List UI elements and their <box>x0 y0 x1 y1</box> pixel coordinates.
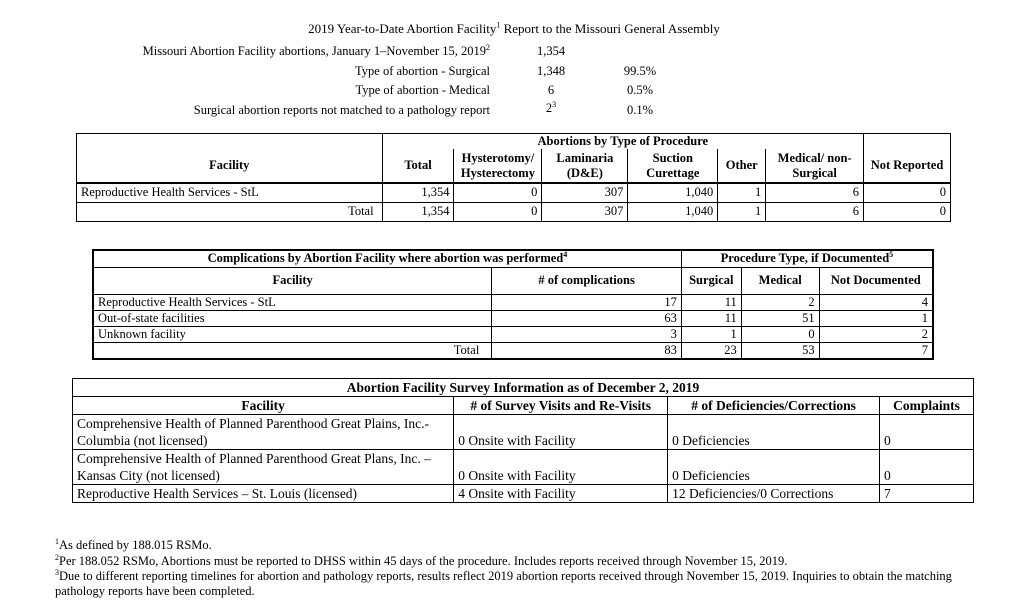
table-row <box>73 450 974 485</box>
cell: 23 <box>681 342 741 359</box>
table-row <box>73 485 974 503</box>
cell: 7 <box>819 342 933 359</box>
row-facility: Comprehensive Health of Planned Parenthood Great Plans, Inc. – Kansas City (not licensed) <box>73 450 454 485</box>
summary-label-unmatched: Surgical abortion reports not matched to a pathology report <box>193 103 490 117</box>
cell-visits: 0 Onsite with Facility <box>454 415 668 450</box>
col-header-facility: Facility <box>93 267 492 294</box>
complications-caption: Complications by Abortion Facility where abortion was performed$^4$ <box>93 250 681 267</box>
survey-caption: Abortion Facility Survey Information as of December 2, 2019 <box>73 379 974 397</box>
footnote-1: $^1$As defined by 188.015 RSMo. <box>55 536 212 552</box>
cell: 11 <box>681 310 741 326</box>
summary-value-unmatched: $2^3$ <box>545 99 557 115</box>
col-header-not-reported: Not Reported <box>864 149 951 183</box>
table-row <box>77 183 951 202</box>
cell: 6 <box>766 183 864 202</box>
cell-deficiencies: 0 Deficiencies <box>668 450 880 485</box>
cell: 1,040 <box>628 183 718 202</box>
cell-complaints: 7 <box>880 485 974 503</box>
table-row-total <box>77 202 951 221</box>
summary-label-total: Missouri Abortion Facility abortions, January 1–November 15, 2019$^2$ <box>142 42 490 58</box>
cell-visits: 0 Onsite with Facility <box>454 450 668 485</box>
col-header-deficiencies: # of Deficiencies/Corrections <box>668 397 880 415</box>
procedure-type-caption: Procedure Type, if Documented$^5$ <box>681 250 933 267</box>
cell: 2 <box>819 326 933 342</box>
col-header-visits: # of Survey Visits and Re-Visits <box>454 397 668 415</box>
col-header-complaints: Complaints <box>880 397 974 415</box>
cell-complaints: 0 <box>880 415 974 450</box>
cell: 2 <box>741 294 819 310</box>
row-facility: Reproductive Health Services - StL <box>77 183 383 202</box>
summary-pct-surgical: 99.5% <box>623 64 657 78</box>
cell: 17 <box>492 294 682 310</box>
cell: 0 <box>864 183 951 202</box>
cell: 11 <box>681 294 741 310</box>
summary-value-medical: 6 <box>547 83 555 97</box>
cell: 307 <box>542 202 628 221</box>
cell: 1 <box>718 202 766 221</box>
cell: 0 <box>864 202 951 221</box>
col-header-medical: Medical <box>741 267 819 294</box>
table-row <box>93 310 933 326</box>
col-header-other: Other <box>718 149 766 183</box>
cell: 0 <box>454 202 542 221</box>
cell-deficiencies: 12 Deficiencies/0 Corrections <box>668 485 880 503</box>
survey-table <box>72 378 974 503</box>
cell: 4 <box>819 294 933 310</box>
cell: 53 <box>741 342 819 359</box>
cell-complaints: 0 <box>880 450 974 485</box>
col-header-not-documented: Not Documented <box>819 267 933 294</box>
table-row <box>93 294 933 310</box>
col-header-laminaria: Laminaria (D&E) <box>542 149 628 183</box>
row-facility: Reproductive Health Services - StL <box>93 294 492 310</box>
summary-label-surgical: Type of abortion - Surgical <box>355 64 490 78</box>
summary-pct-medical: 0.5% <box>626 83 654 97</box>
table-row-total <box>93 342 933 359</box>
summary-value-total: 1,354 <box>536 44 566 58</box>
summary-label-medical: Type of abortion - Medical <box>355 83 490 97</box>
col-header-medical: Medical/ non-Surgical <box>766 149 864 183</box>
cell: 3 <box>492 326 682 342</box>
cell-visits: 4 Onsite with Facility <box>454 485 668 503</box>
cell: 0 <box>454 183 542 202</box>
row-total-label: Total <box>93 342 492 359</box>
row-facility: Reproductive Health Services – St. Louis (licensed) <box>73 485 454 503</box>
cell: 1 <box>819 310 933 326</box>
cell-deficiencies: 0 Deficiencies <box>668 415 880 450</box>
col-header-complications: # of complications <box>492 267 682 294</box>
row-facility: Comprehensive Health of Planned Parenthood Great Plains, Inc.-Columbia (not licensed) <box>73 415 454 450</box>
procedure-table-caption: Abortions by Type of Procedure <box>382 134 863 150</box>
cell: 307 <box>542 183 628 202</box>
cell: 51 <box>741 310 819 326</box>
row-facility: Out-of-state facilities <box>93 310 492 326</box>
cell: 0 <box>741 326 819 342</box>
table-row <box>93 326 933 342</box>
col-header-surgical: Surgical <box>681 267 741 294</box>
row-total-label: Total <box>77 202 383 221</box>
col-header-hysterotomy: Hysterotomy/ Hysterectomy <box>454 149 542 183</box>
cell: 6 <box>766 202 864 221</box>
complications-table <box>92 249 934 360</box>
summary-value-surgical: 1,348 <box>536 64 566 78</box>
cell: 1,354 <box>382 183 454 202</box>
cell: 63 <box>492 310 682 326</box>
cell: 1 <box>718 183 766 202</box>
table-row <box>73 415 974 450</box>
footnote-2: $^2$Per 188.052 RSMo, Abortions must be reported to DHSS within 45 days of the procedure. Includes reports received through November 15, 2019. <box>55 552 788 568</box>
cell: 83 <box>492 342 682 359</box>
procedure-table <box>76 133 951 222</box>
col-header-total: Total <box>382 149 454 183</box>
cell: 1 <box>681 326 741 342</box>
report-title: 2019 Year-to-Date Abortion Facility$^1$ Report to the Missouri General Assembly <box>308 20 720 36</box>
col-header-suction: Suction Curettage <box>628 149 718 183</box>
row-facility: Unknown facility <box>93 326 492 342</box>
summary-pct-unmatched: 0.1% <box>626 103 654 117</box>
cell: 1,040 <box>628 202 718 221</box>
col-header-facility: Facility <box>73 397 454 415</box>
col-header-facility: Facility <box>77 149 383 183</box>
cell: 1,354 <box>382 202 454 221</box>
footnote-3: $^3$Due to different reporting timelines for abortion and pathology reports, results reflect 2019 abortion reports received through November 15, 2019. Inquiries to obtain the matching pathology reports have been completed. <box>55 567 952 598</box>
